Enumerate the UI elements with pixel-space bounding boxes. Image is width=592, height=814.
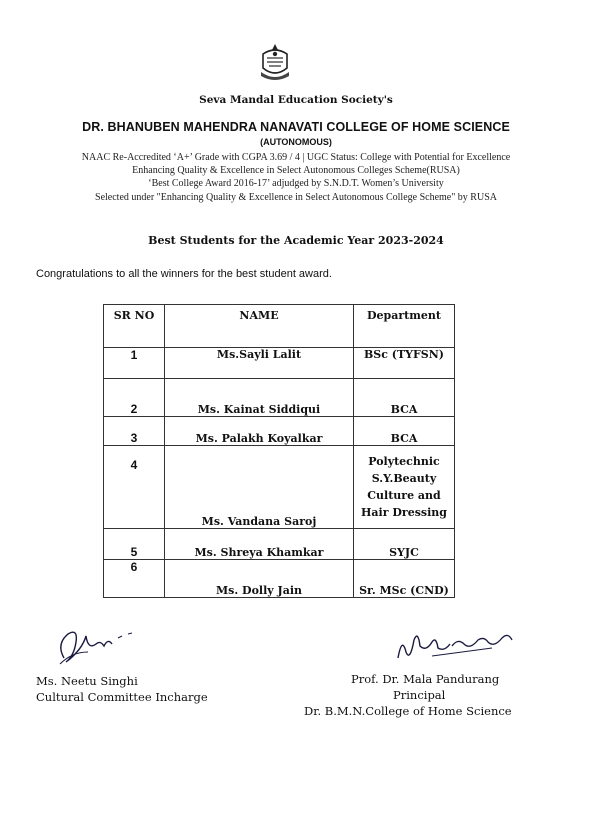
cell-department: SYJC (354, 529, 455, 560)
left-signer-title: Cultural Committee Incharge (36, 690, 208, 704)
right-signer-title: Principal (393, 688, 446, 702)
best-students-table (103, 304, 455, 598)
cell-sr: 1 (104, 348, 165, 379)
cell-name: Ms. Dolly Jain (165, 560, 354, 598)
department-line: Hair Dressing (361, 506, 447, 519)
cell-name: Ms. Shreya Khamkar (165, 529, 354, 560)
right-signature-icon (392, 622, 522, 666)
cell-sr: 6 (104, 560, 165, 598)
rusa-line: Enhancing Quality & Excellence in Select Autonomous Colleges Scheme(RUSA) (132, 165, 460, 176)
cell-department (354, 446, 455, 529)
society-name: Seva Mandal Education Society's (199, 94, 393, 106)
cell-name: Ms. Kainat Siddiqui (165, 379, 354, 417)
award-line: ‘Best College Award 2016-17’ adjudged by S.N.D.T. Women’s University (148, 178, 444, 189)
right-signer-name: Prof. Dr. Mala Pandurang (351, 672, 500, 686)
right-signer-org: Dr. B.M.N.College of Home Science (304, 704, 512, 718)
cell-department: BSc (TYFSN) (354, 348, 455, 379)
table-header-row (104, 305, 455, 348)
intro-text: Congratulations to all the winners for the best student award. (36, 268, 332, 280)
col-header-name: NAME (165, 305, 354, 348)
cell-department: BCA (354, 379, 455, 417)
document-heading: Best Students for the Academic Year 2023-2024 (148, 234, 444, 247)
table-row (104, 348, 455, 379)
autonomous-status: (AUTONOMOUS) (260, 137, 332, 147)
left-signature-icon (52, 622, 142, 670)
col-header-sr: SR NO (104, 305, 165, 348)
college-name: DR. BHANUBEN MAHENDRA NANAVATI COLLEGE OF HOME SCIENCE (82, 120, 510, 134)
table-row (104, 560, 455, 598)
accreditation-line: NAAC Re-Accredited ‘A+’ Grade with CGPA 3.69 / 4 | UGC Status: College with Potential for Excellence (81, 152, 511, 163)
cell-name: Ms. Vandana Saroj (165, 446, 354, 529)
cell-sr: 5 (104, 529, 165, 560)
col-header-department: Department (354, 305, 455, 348)
department-line: Polytechnic (368, 455, 440, 468)
college-crest-icon (258, 42, 292, 82)
cell-department: BCA (354, 417, 455, 446)
table-row (104, 529, 455, 560)
department-line: Culture and (367, 489, 441, 502)
cell-sr: 2 (104, 379, 165, 417)
selection-line: Selected under "Enhancing Quality & Excellence in Select Autonomous College Scheme" by RUSA (95, 192, 497, 203)
cell-name: Ms.Sayli Lalit (165, 348, 354, 379)
table-row (104, 417, 455, 446)
cell-department: Sr. MSc (CND) (354, 560, 455, 598)
table-row (104, 379, 455, 417)
cell-sr: 4 (104, 446, 165, 529)
table-row (104, 446, 455, 529)
cell-name: Ms. Palakh Koyalkar (165, 417, 354, 446)
cell-sr: 3 (104, 417, 165, 446)
left-signer-name: Ms. Neetu Singhi (36, 674, 138, 688)
department-line: S.Y.Beauty (371, 472, 437, 485)
